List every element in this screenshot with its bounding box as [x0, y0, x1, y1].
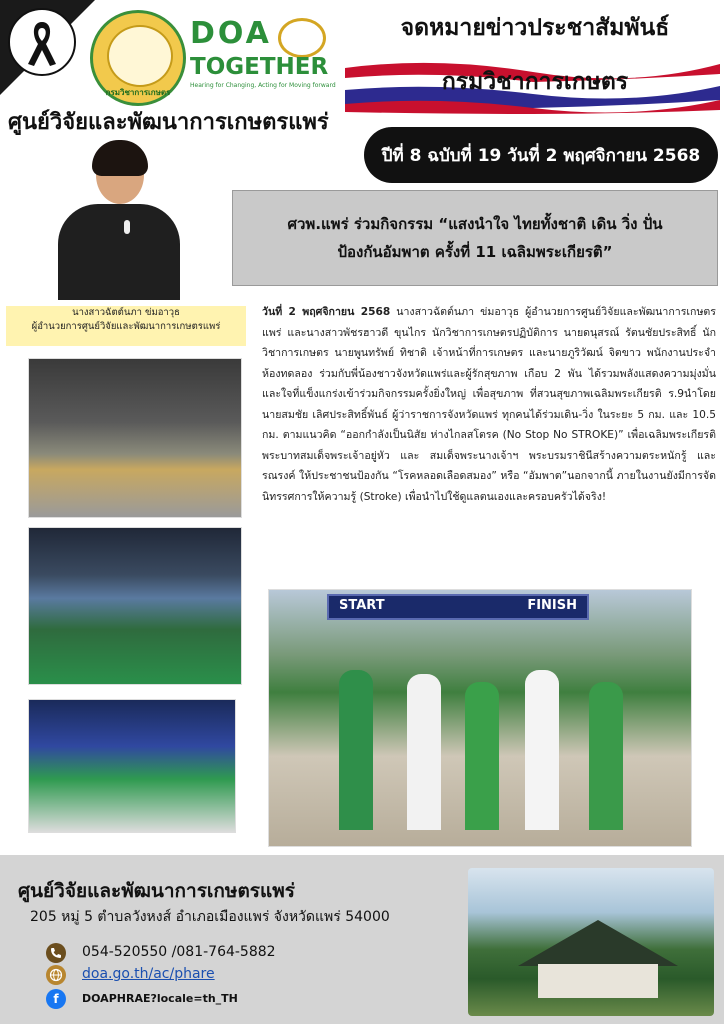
doa-together-logo	[190, 16, 338, 96]
facebook-icon: f	[46, 989, 66, 1009]
runner-figure	[465, 682, 499, 830]
center-name: ศูนย์วิจัยและพัฒนาการเกษตรแพร่	[8, 110, 329, 135]
newsletter-title: จดหมายข่าวประชาสัมพันธ์	[400, 15, 670, 41]
article-text: นางสาวฉัตต์นภา ข่มอาวุธ ผู้อำนวยการศูนย์วิจัยและพัฒนาการเกษตรแพร่ และนางสาวพัชรฮาวดี ขุนไกร นักวิชาการเกษตรปฏิบัติการ นายดนุสรณ์ รัตนชัยประสิทธิ์ นักวิชาการเกษตร นายพูนทรัพย์ ทิชาดิ เจ้าหน้าที่การเกษตร และนายภูริวัฒน์ จิตขาว พนักงานประจำห้องทดลอง ร่วมกับพี่น้องชาวจังหวัดแพร่และผู้รักสุขภาพ เกือบ 2 พัน ได้รวมพลังแสดงความมุ่งมั่นและใจที่แข็งแกร่งเข้าร่วมกิจกรรมครั้งยิ่งใหญ่ เพื่อสุขภาพ ที่สวนสุขภาพเฉลิมพระเกียรติ ร.9นำโดย นายสมชัย เลิศประสิทธิ์พันธ์ ผู้ว่าราชการจังหวัดแพร่ ทุกคนได้ร่วมเดิน-วิ่ง ในระยะ 5 กม. และ 10.5 กม. ตามแนวคิด “ออกกำลังเป็นนิสัย ห่างไกลสโตรค (No Stop No STROKE)” เพื่อเฉลิมพระเกียรติ พระบาทสมเด็จพระเจ้าอยู่หัว และ สมเด็จพระนางเจ้าฯ พระบรมราชินีสร้างความตระหนักรู้ และรณรงค์ ให้ประชาชนป้องกัน “โรคหลอดเลือดสมอง” หรือ “อัมพาต”นอกจากนี้ ภายในงานยังมีการจัด นิทรรศการให้ความรู้ (Stroke) เพื่อนำไปใช้ดูแลตนเองและครอบครัวได้จริง!	[262, 306, 716, 503]
banner-start-text: START	[339, 598, 385, 613]
building-roof	[518, 920, 678, 966]
director-title: ผู้อำนวยการศูนย์วิจัยและพัฒนาการเกษตรแพร่	[31, 321, 221, 332]
article-body	[262, 302, 716, 507]
issue-badge: ปีที่ 8 ฉบับที่ 19 วันที่ 2 พฤศจิกายน 2568	[364, 127, 718, 183]
together-wordmark: TOGETHER	[190, 54, 329, 80]
footer-phone: 054-520550 /081-764-5882	[82, 944, 276, 960]
director-name: นางสาวฉัตต์นภา ข่มอาวุธ	[72, 307, 180, 318]
footer-center-name: ศูนย์วิจัยและพัฒนาการเกษตรแพร่	[18, 880, 295, 902]
office-building-photo	[468, 868, 714, 1016]
footer-website-link[interactable]: doa.go.th/ac/phare	[82, 966, 215, 982]
black-ribbon-pin	[124, 220, 130, 234]
phone-icon	[46, 943, 66, 963]
building-facade	[538, 964, 658, 998]
headline-line-1: ศวพ.แพร่ ร่วมกิจกรรม “แสงนำใจ ไทยทั้งชาติ เดิน วิ่ง ปั่น	[287, 215, 663, 233]
runner-figure	[407, 674, 441, 830]
globe-icon	[46, 965, 66, 985]
department-name: กรมวิชาการเกษตร	[441, 69, 629, 95]
photo-finish-line	[268, 589, 692, 847]
doa-seal-logo	[90, 10, 186, 106]
runner-figure	[589, 682, 623, 830]
footer-facebook-link[interactable]: DOAPHRAE?locale=th_TH	[82, 992, 238, 1005]
headline-box	[232, 190, 718, 286]
seal-emblem	[107, 25, 173, 87]
doa-wordmark: DOA	[190, 16, 272, 51]
footer-address: 205 หมู่ 5 ตำบลวังหงส์ อำเภอเมืองแพร่ จังหวัดแพร่ 54000	[30, 909, 390, 925]
photo-team-group	[28, 699, 236, 833]
director-caption	[6, 306, 246, 346]
mourning-ribbon-icon	[8, 8, 76, 76]
logo-tagline: Hearing for Changing, Acting for Moving forward	[190, 82, 336, 89]
banner-finish-text: FINISH	[527, 598, 577, 613]
anniversary-83-icon	[278, 18, 326, 58]
article-date: วันที่ 2 พฤศจิกายน 2568	[262, 306, 391, 318]
runner-figure	[339, 670, 373, 830]
runner-figure	[525, 670, 559, 830]
photo-crowd-stage	[28, 527, 242, 685]
director-portrait	[50, 136, 188, 300]
start-finish-banner	[327, 594, 589, 620]
portrait-hair	[92, 140, 148, 176]
portrait-body	[58, 204, 180, 300]
headline-line-2: ป้องกันอัมพาต ครั้งที่ 11 เฉลิมพระเกียรติ”	[337, 243, 613, 261]
photo-opening-ceremony	[28, 358, 242, 518]
seal-text: กรมวิชาการเกษตร	[105, 88, 171, 97]
